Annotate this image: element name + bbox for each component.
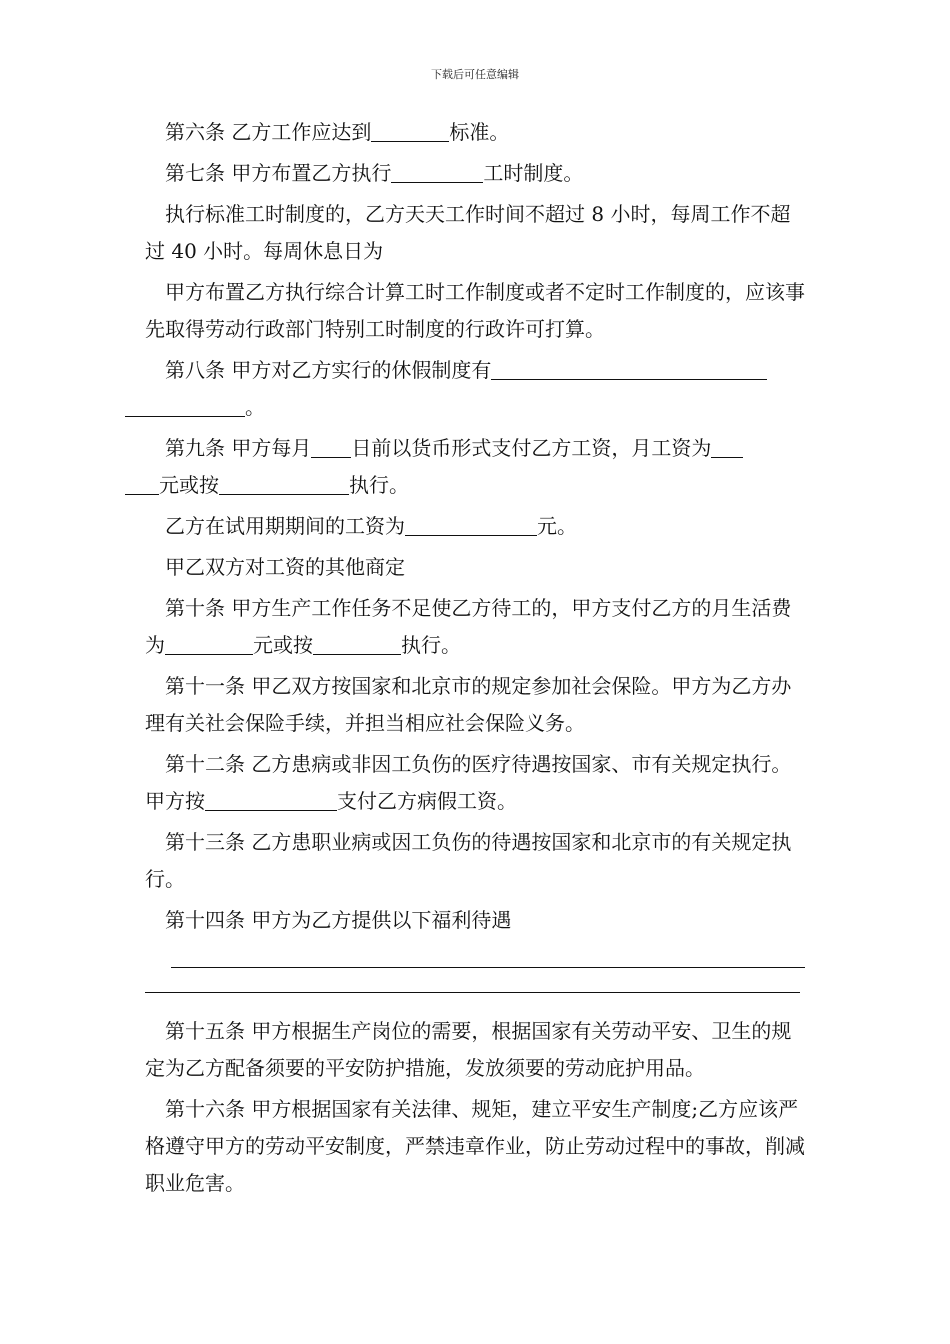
article-6-text: 第六条 乙方工作应达到 — [165, 120, 372, 144]
article-7-text: 第七条 甲方布置乙方执行 — [165, 161, 392, 185]
article-10 — [145, 590, 805, 664]
article-8-text: 第八条 甲方对乙方实行的休假制度有 — [165, 358, 492, 382]
blank-probation-salary — [405, 513, 537, 536]
article-12 — [145, 746, 805, 820]
article-7-standard-hours: 执行标准工时制度的，乙方天天工作时间不超过 8 小时，每周工作不超过 40 小时。每周休息日为 — [145, 202, 791, 263]
article-15: 第十五条 甲方根据生产岗位的需要，根据国家有关劳动平安、卫生的规定为乙方配备须要的平安防护措施，发放须要的劳动庇护用品。 — [145, 1019, 792, 1080]
article-14: 第十四条 甲方为乙方提供以下福利待遇 — [165, 908, 512, 932]
article-7-special-hours: 甲方布置乙方执行综合计算工时工作制度或者不定时工作制度的，应该事先取得劳动行政部门特别工时制度的行政许可打算。 — [145, 280, 805, 341]
blank-salary-2 — [125, 472, 159, 495]
document-body — [145, 114, 805, 1206]
article-9-text: 第九条 甲方每月 — [165, 436, 312, 460]
article-9-text-2: 日前以货币形式支付乙方工资，月工资为 — [351, 436, 712, 460]
article-9 — [145, 430, 805, 504]
probation-text: 乙方在试用期期间的工资为 — [165, 514, 405, 538]
blank-pay-day — [311, 435, 351, 458]
article-8 — [145, 352, 805, 426]
article-6 — [145, 114, 805, 151]
blank-leave-2 — [125, 394, 245, 417]
article-12-text: 第十二条 乙方患病或非因工负伤的医疗待遇按国家、市有关规定执行。甲方按 — [145, 752, 792, 813]
blank-welfare-line-2 — [145, 968, 800, 993]
article-7 — [145, 155, 805, 192]
article-16: 第十六条 甲方根据国家有关法律、规矩，建立平安生产制度;乙方应该严格遵守甲方的劳动平安制度，严禁违章作业，防止劳动过程中的事故，削减职业危害。 — [145, 1097, 805, 1195]
blank-standard — [371, 119, 449, 142]
article-6-text-end: 标准。 — [449, 120, 510, 144]
article-10-text: 第十条 甲方生产工作任务不足使乙方待工的，甲方支付乙方的月生活费为 — [145, 596, 792, 657]
article-10-text-end: 执行。 — [401, 633, 461, 657]
blank-sick-pay — [205, 788, 337, 811]
article-9-text-3: 元或按 — [159, 473, 219, 497]
blank-work-hours — [391, 160, 483, 183]
probation-text-end: 元。 — [537, 514, 577, 538]
blank-welfare-line-1 — [171, 943, 805, 968]
article-13: 第十三条 乙方患职业病或因工负伤的待遇按国家和北京市的有关规定执行。 — [145, 830, 792, 891]
article-9-probation — [145, 508, 805, 545]
blank-living-method — [313, 632, 401, 655]
article-9-other: 甲乙双方对工资的其他商定 — [165, 555, 405, 579]
blank-salary-1 — [711, 435, 743, 458]
article-8-text-end: 。 — [245, 395, 265, 419]
blank-salary-method — [219, 472, 349, 495]
article-11: 第十一条 甲乙双方按国家和北京市的规定参加社会保险。甲方为乙方办理有关社会保险手续，并担当相应社会保险义务。 — [145, 674, 792, 735]
article-7-text-end: 工时制度。 — [483, 161, 584, 185]
page-header: 下载后可任意编辑 — [431, 68, 519, 81]
article-10-text-2: 元或按 — [253, 633, 313, 657]
blank-living-fee — [165, 632, 253, 655]
article-12-text-end: 支付乙方病假工资。 — [337, 789, 517, 813]
article-9-text-4: 执行。 — [349, 473, 409, 497]
blank-leave-1 — [491, 357, 767, 380]
